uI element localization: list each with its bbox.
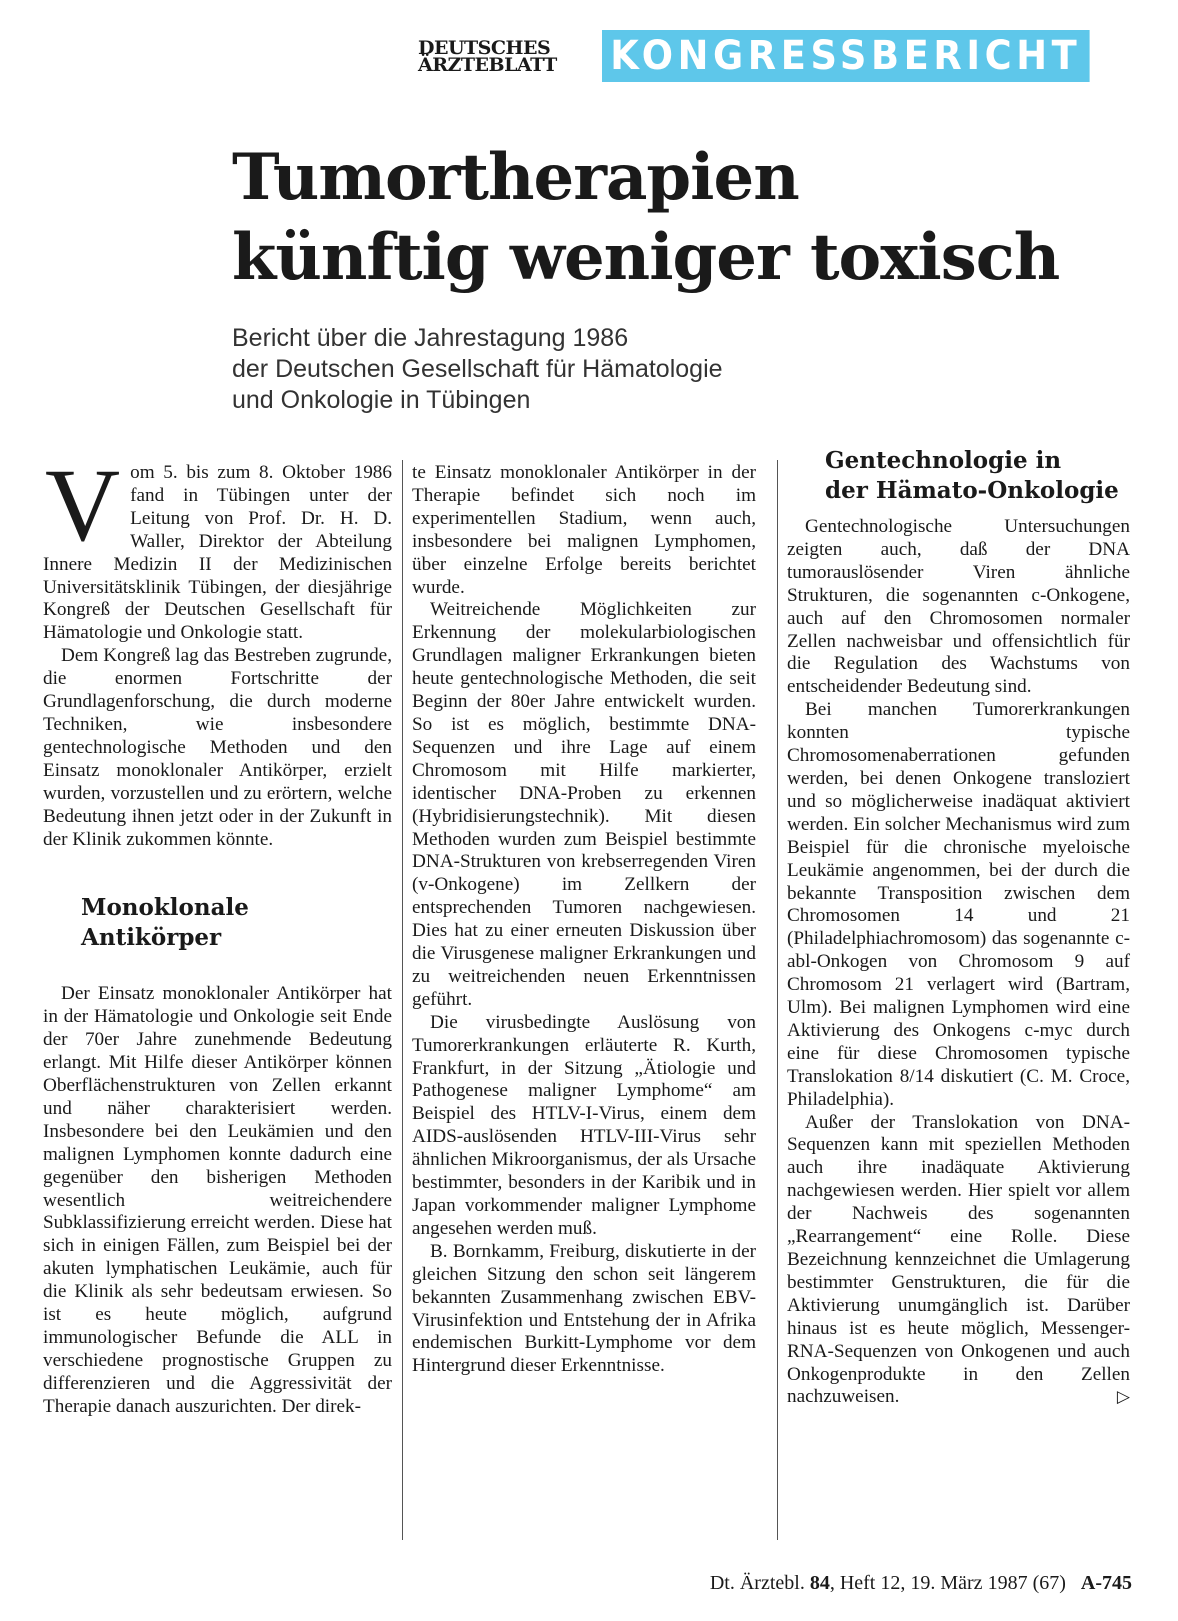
page-footer: [710, 1572, 1132, 1595]
section-heading: [81, 893, 392, 953]
journal-logo: [418, 37, 557, 76]
heading-line1: Gentechnologie in: [825, 447, 1062, 474]
paragraph: [43, 448, 392, 645]
paragraph: Weitreichende Möglichkeiten zur Erkennung der molekularbiologischen Grundlagen maligner Erkrankungen bieten heute gentechnologische Methoden, die seit Beginn der 80er Jahre entwickelt wurden. So ist es möglich, bestimmte DNA-Sequenzen und ihre Lage auf einem Chromosom mit Hilfe markierter, identischer DNA-Proben zu erkennen (Hybridisierungstechnik). Mit diesen Methoden wurden zum Beispiel bestimmte DNA-Strukturen von krebserregenden Viren (v-Onkogene) im Zellkern der entsprechenden Tumoren nachgewiesen. Dies hat zu einer erneuten Diskussion über die Virusgenese maligner Erkrankungen und zu weitreichenden neuen Erkenntnissen geführt.: [412, 599, 756, 1010]
subtitle-line2: der Deutschen Gesellschaft für Hämatologie: [232, 355, 723, 383]
masthead: [418, 30, 1132, 82]
paragraph: Gentechnologische Untersuchungen zeigten auch, daß der DNA tumorauslösender Viren ähnliche Strukturen, die sogenannten c-Onkogene, auch auf den Chromosomen normaler Zellen nachweisbar und offensichtlich für die Regulation des Wachstums von entscheidender Bedeutung sind.: [787, 516, 1130, 698]
heading-line2: Antikörper: [81, 924, 222, 952]
paragraph: Der Einsatz monoklonaler Antikörper hat in der Hämatologie und Onkologie seit Ende der 70er Jahre zunehmende Bedeutung erlangt. Mit Hilfe dieser Antikörper können Oberflächenstrukturen von Zellen erkannt und näher charakterisiert werden. Insbesondere bei den Leukämien und den malignen Lymphomen konnte dadurch eine gegenüber den bisherigen Methoden wesentlich weitreichendere Subklassifizierung erreicht werden. Diese hat sich in einigen Fällen, zum Beispiel bei der akuten lymphatischen Leukämie, auch für die Klinik als sehr bedeutsam erwiesen. So ist es heute möglich, aufgrund immunologischer Befunde die ALL in verschiedene prognostische Gruppen zu differenzieren und die Aggressivität der Therapie danach auszurichten. Der direk-: [43, 983, 392, 1417]
paragraph: Die virusbedingte Auslösung von Tumorerkrankungen erläuterte R. Kurth, Frankfurt, in der Sitzung „Ätiologie und Pathogenese maligner Lymphome“ am Beispiel des HTLV-I-Virus, einem dem AIDS-auslösenden HTLV-III-Virus sehr ähnlichen Mikroorganismus, der als Ursache bestimmter, besonders in der Karibik und in Japan vorkommender maligner Lymphome angesehen werden muß.: [412, 1011, 756, 1239]
column-divider-2: [777, 460, 778, 1540]
paragraph: Dem Kongreß lag das Bestreben zugrunde, die enormen Fortschritte der Grundlagenforschung, die durch moderne Techniken, wie insbesondere gentechnologische Methoden und den Einsatz monoklonaler Antikörper, erzielt wurden, vorzustellen und zu erörtern, welche Bedeutung ihnen jetzt oder in der Zukunft in der Klinik zukommen könnte.: [43, 645, 392, 850]
column-divider-1: [402, 460, 403, 1540]
column-2: [412, 462, 756, 1378]
paragraph: te Einsatz monoklonaler Antikörper in der Therapie befindet sich noch im experimentellen Stadium, wenn auch, insbesondere bei malignen Lymphomen, über einzelne Erfolge bereits berichtet wurde.: [412, 462, 756, 598]
journal-logo-line1: DEUTSCHES: [418, 37, 551, 59]
footer-volume: 84: [809, 1572, 830, 1594]
article-title: [232, 138, 1132, 298]
paragraph: Bei manchen Tumorerkrankungen konnten typische Chromosomenaberrationen gefunden werden, bei denen Onkogene transloziert und so möglicherweise inadäquat aktiviert werden. Ein solcher Mechanismus wird zum Beispiel für die chronische myeloische Leukämie angenommen, bei der durch die bekannte Transposition zwischen dem Chromosomen 14 und 21 (Philadelphiachromosom) das sogenannte c-abl-Onkogen von Chromosom 9 auf Chromosom 21 verlagert wird (Bartram, Ulm). Bei malignen Lymphomen wird eine Aktivierung des Onkogens c-myc durch eine für diese Chromosomen typische Translokation 8/14 diskutiert (C. M. Croce, Philadelphia).: [787, 699, 1130, 1110]
section-banner: KONGRESSBERICHT: [602, 30, 1090, 82]
footer-page-number: A-745: [1080, 1572, 1132, 1594]
footer-issue: , Heft 12, 19. März 1987 (67): [829, 1572, 1066, 1594]
section-heading: [825, 446, 1130, 506]
paragraph: B. Bornkamm, Freiburg, diskutierte in der gleichen Sitzung den schon seit längerem bekannten Zusammenhang zwischen EBV-Virusinfektion und Entstehung der in Afrika endemischen Burkitt-Lymphome vor dem Hintergrund dieser Erkenntnisse.: [412, 1240, 756, 1377]
paragraph-text: om 5. bis zum 8. Oktober 1986 fand in Tübingen unter der Leitung von Prof. Dr. H. D. Waller, Direktor der Abteilung Innere Medizin II der Medizinischen Universitätsklinik Tübingen, der diesjährige Kongreß der Deutschen Gesellschaft für Hämatologie und Onkologie statt.: [43, 462, 392, 644]
column-1: [43, 448, 392, 1419]
subtitle-line1: Bericht über die Jahrestagung 1986: [232, 324, 629, 352]
drop-cap: V: [45, 448, 121, 563]
continue-arrow-icon: ▷: [1116, 1387, 1130, 1408]
paragraph: [787, 1112, 1130, 1410]
heading-line1: Monoklonale: [81, 894, 249, 922]
footer-journal: Dt. Ärztebl.: [709, 1572, 805, 1594]
paragraph-text: Außer der Translokation von DNA-Sequenzen kann mit speziellen Methoden auch ihre inadäquate Aktivierung nachgewiesen werden. Hier spielt vor allem der Nachweis des sogenannten „Rearrangement“ eine Rolle. Diese Bezeichnung kennzeichnet die Umlagerung bestimmter Genstrukturen, die für die Aktivierung unumgänglich ist. Darüber hinaus ist es heute möglich, Messenger-RNA-Sequenzen von Onkogenen und auch Onkogenprodukte in den Zellen nachzuweisen.: [787, 1111, 1130, 1408]
title-line2: künftig weniger toxisch: [232, 220, 1060, 295]
column-3: [787, 447, 1130, 1409]
article-subtitle: [232, 323, 1032, 416]
heading-line2: der Hämato-Onkologie: [825, 477, 1119, 504]
subtitle-line3: und Onkologie in Tübingen: [232, 386, 531, 414]
journal-logo-line2: ÄRZTEBLATT: [418, 54, 557, 76]
title-line1: Tumortherapien: [232, 140, 799, 215]
